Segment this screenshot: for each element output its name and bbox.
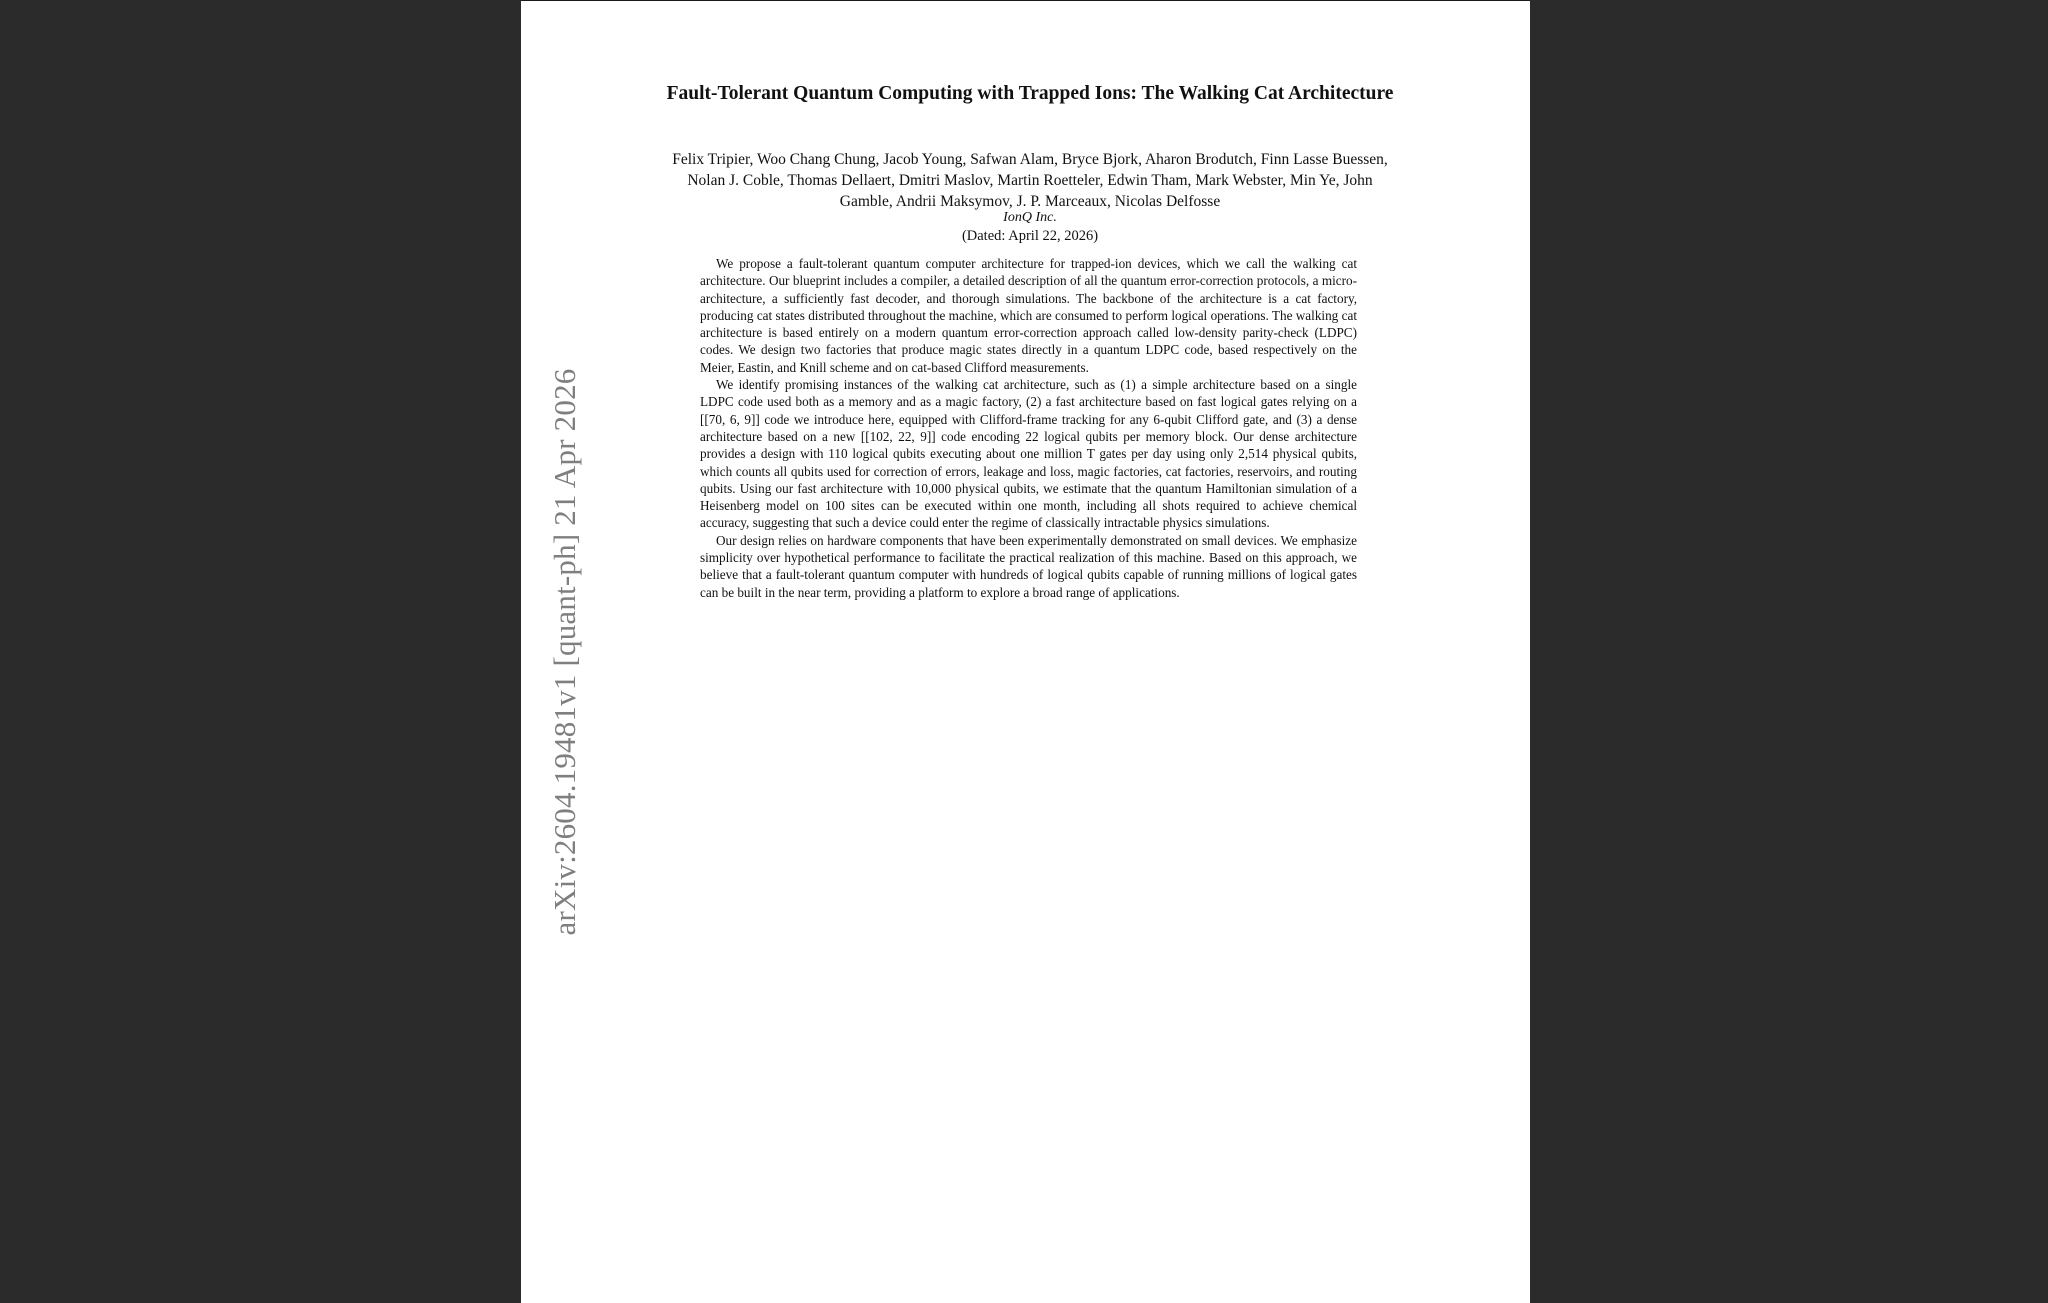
paper-title: Fault-Tolerant Quantum Computing with Trapped Ions: The Walking Cat Architecture (666, 83, 1394, 104)
paper-affiliation: IonQ Inc. (1003, 210, 1057, 225)
paper-abstract (700, 255, 1357, 601)
abstract-paragraph: We propose a fault-tolerant quantum computer architecture for trapped-ion devices, which we call the walking cat architecture. Our blueprint includes a compiler, a detailed description of all the quantum error-correction protocols, a micro-architecture, a sufficiently fast decoder, and thorough simulations. The backbone of the architecture is a cat factory, producing cat states distributed throughout the machine, which are consumed to perform logical operations. The walking cat architecture is based entirely on a modern quantum error-correction approach called low-density parity-check (LDPC) codes. We design two factories that produce magic states directly in a quantum LDPC code, based respectively on the Meier, Eastin, and Knill scheme and on cat-based Clifford measurements. (700, 256, 1357, 375)
abstract-paragraph: Our design relies on hardware components that have been experimentally demonstrated on small devices. We emphasize simplicity over hypothetical performance to facilitate the practical realization of this machine. Based on this approach, we believe that a fault-tolerant quantum computer with hundreds of logical qubits capable of running millions of logical gates can be built in the near term, providing a platform to explore a broad range of applications. (700, 532, 1357, 600)
arxiv-identifier-stamp: arXiv:2604.19481v1 [quant-ph] 21 Apr 2026 (547, 368, 582, 936)
paper-date: (Dated: April 22, 2026) (961, 228, 1099, 244)
paper-authors: Felix Tripier, Woo Chang Chung, Jacob Young, Safwan Alam, Bryce Bjork, Aharon Brodutch, Finn Lasse Buessen, Nolan J. Coble, Thomas Dellaert, Dmitri Maslov, Martin Roetteler, Edwin Tham, Mark Webster, Min Ye, John Gamble, Andrii Maksymov, J. P. Marceaux, Nicolas Delfosse (672, 151, 1388, 210)
abstract-paragraph: We identify promising instances of the walking cat architecture, such as (1) a simple architecture based on a single LDPC code used both as a memory and as a magic factory, (2) a fast architecture based on fast logical gates relying on a [[70, 6, 9]] code we introduce here, equipped with Clifford-frame tracking for any 6-qubit Clifford gate, and (3) a dense architecture based on a new [[102, 22, 9]] code encoding 22 logical qubits per memory block. Our dense architecture provides a design with 110 logical qubits executing about one million T gates per day using only 2,514 physical qubits, which counts all qubits used for correction of errors, leakage and loss, magic factories, cat factories, reservoirs, and routing qubits. Using our fast architecture with 10,000 physical qubits, we estimate that the quantum Hamiltonian simulation of a Heisenberg model on 100 sites can be executed within one month, including all shots required to achieve chemical accuracy, suggesting that such a device could enter the regime of classically intractable physics simulations. (700, 377, 1357, 531)
